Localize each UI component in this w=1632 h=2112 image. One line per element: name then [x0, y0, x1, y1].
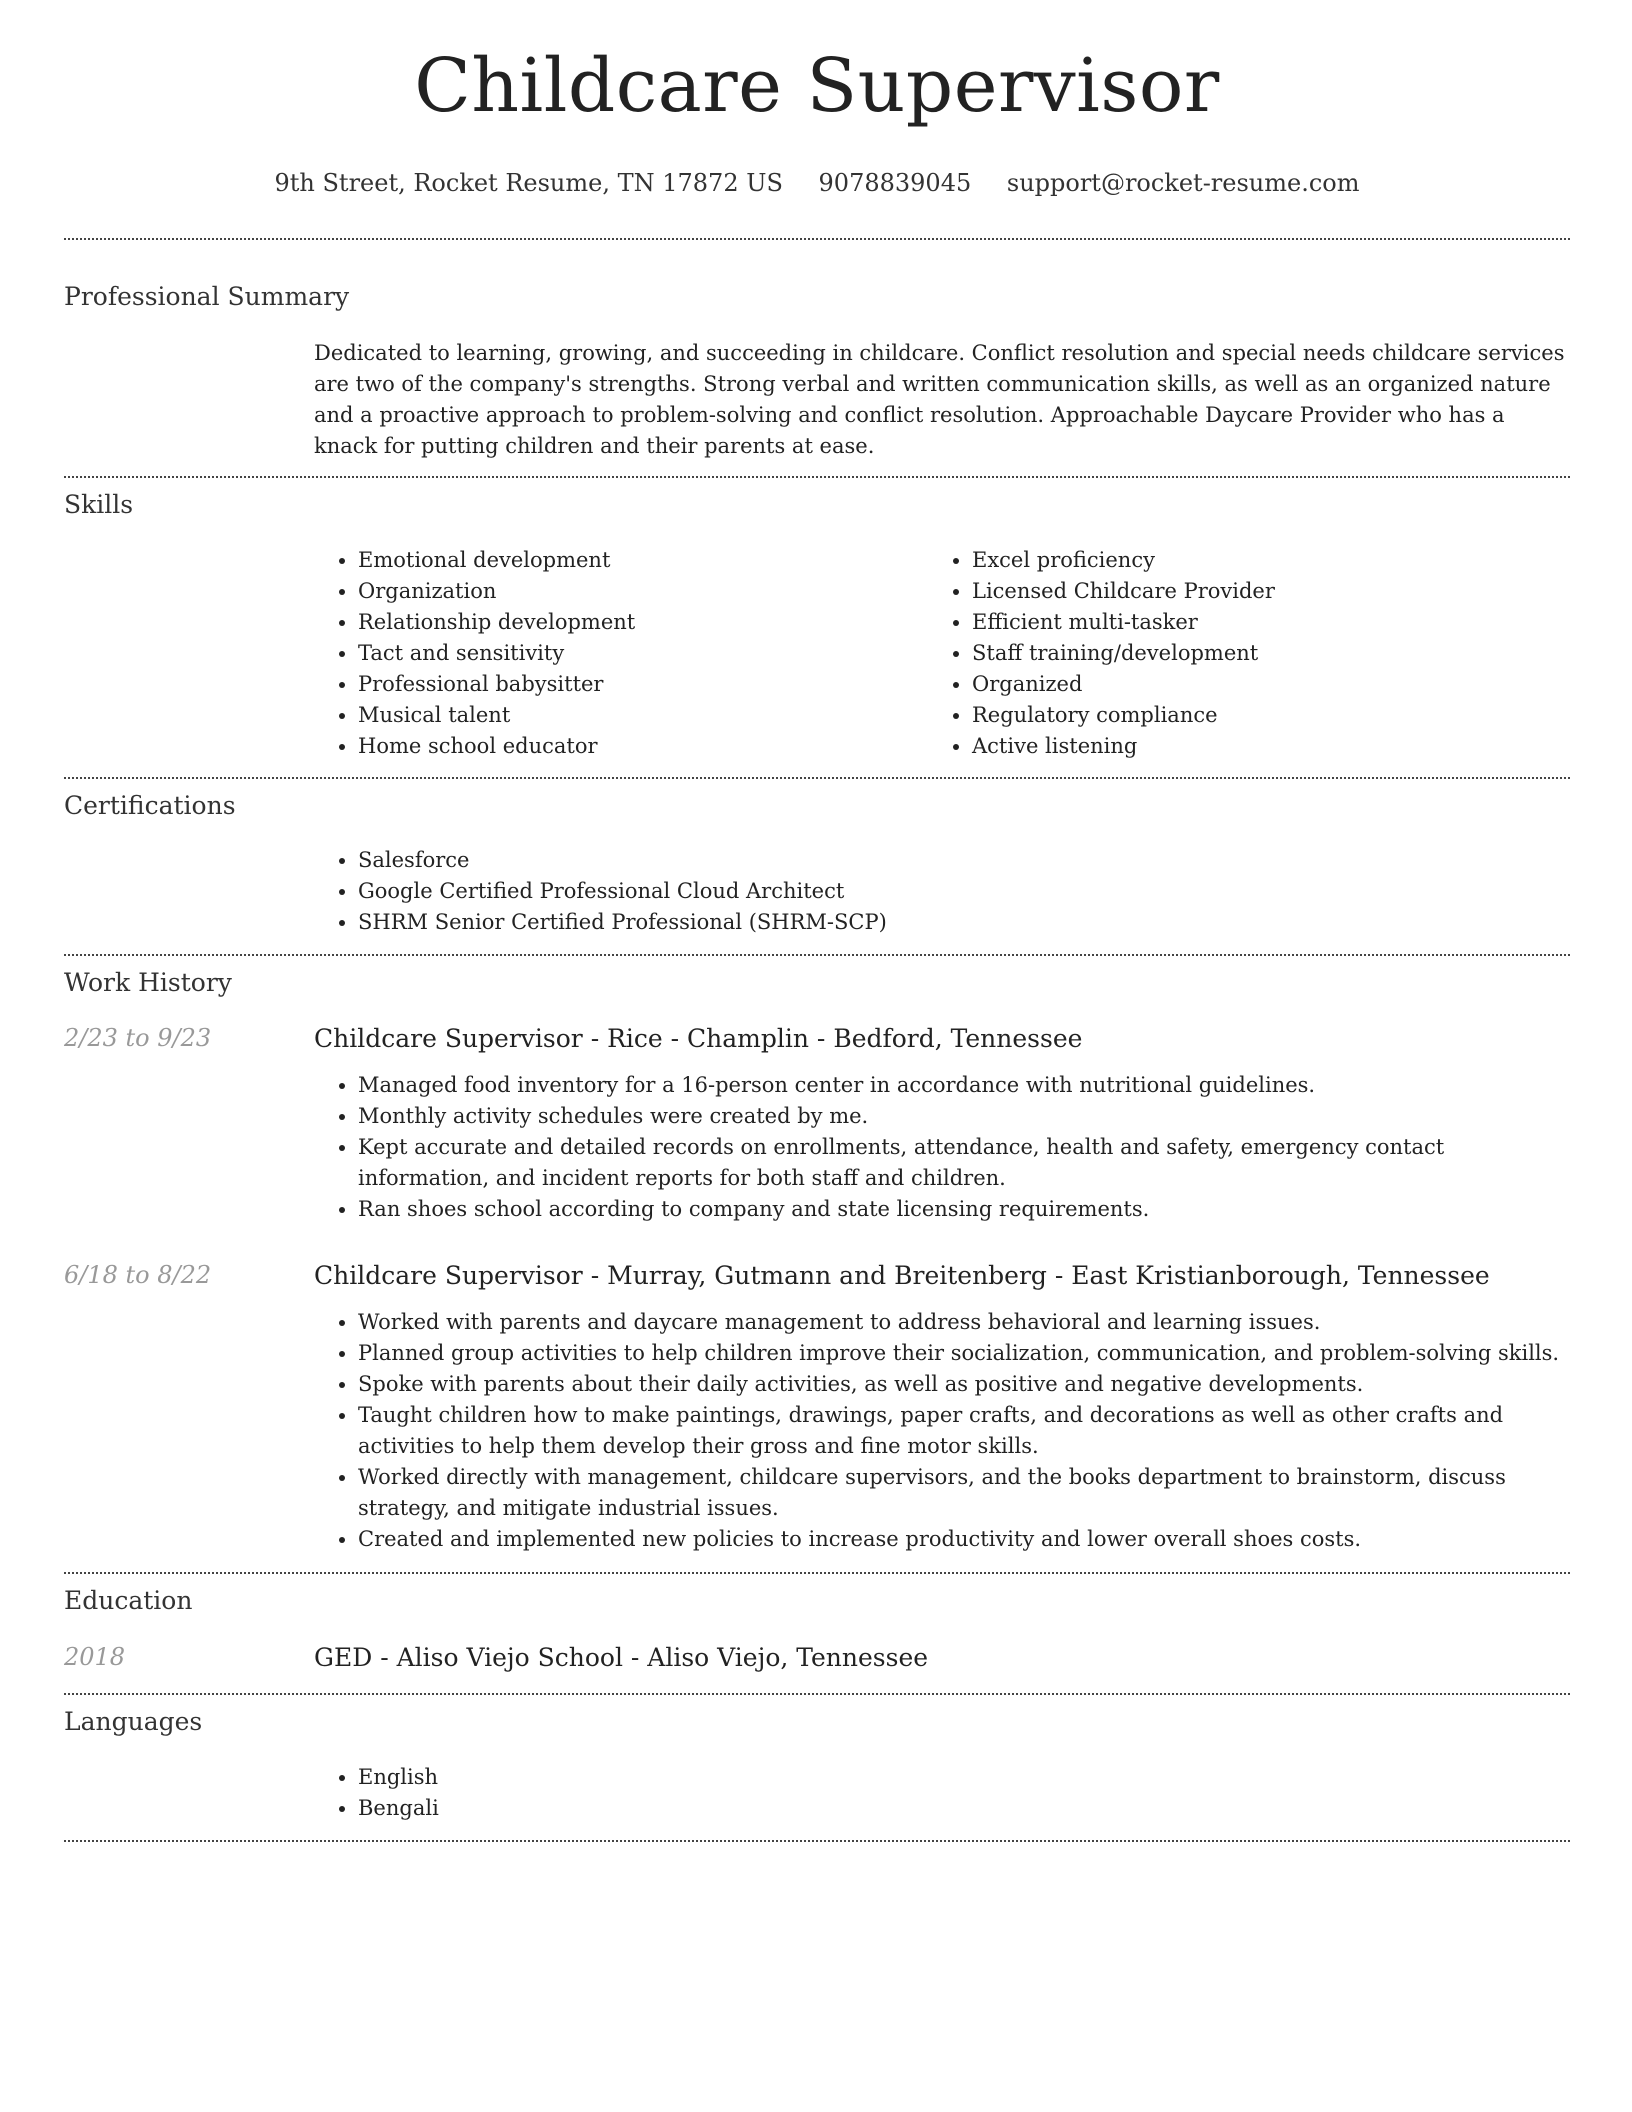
contact-phone: 9078839045	[818, 169, 972, 197]
skill-item: • Organization	[358, 576, 928, 607]
skill-item: • Regulatory compliance	[972, 700, 1542, 731]
skill-item: • Licensed Childcare Provider	[972, 576, 1542, 607]
section-title-certifications: Certifications	[64, 791, 236, 820]
certification-item: • SHRM Senior Certified Professional (SHRM-SCP)	[358, 907, 1570, 938]
job-bullet: • Created and implemented new policies to increase productivity and lower overall shoes costs.	[358, 1524, 1570, 1555]
education-entry	[314, 1642, 1570, 1689]
section-title-work-history: Work History	[64, 968, 232, 997]
divider	[64, 1840, 1570, 1842]
skill-item: • Tact and sensitivity	[358, 638, 928, 669]
job-bullet: • Taught children how to make paintings, drawings, paper crafts, and decorations as well as other crafts and activities to help them develop their gross and fine motor skills.	[358, 1400, 1570, 1462]
summary-text: Dedicated to learning, growing, and succeeding in childcare. Conflict resolution and special needs childcare services are two of the company's strengths. Strong verbal and written communication skills, as well as an organized nature and a proactive approach to problem-solving and conflict resolution. Approachable Daycare Provider who has a knack for putting children and their parents at ease.	[314, 341, 1565, 458]
job-entry	[314, 1023, 1570, 1225]
skill-item: • Active listening	[972, 731, 1542, 762]
job-bullet: • Planned group activities to help children improve their socialization, communication, and problem-solving skills.	[358, 1338, 1570, 1369]
job-bullet: • Monthly activity schedules were created by me.	[358, 1101, 1570, 1132]
certification-item: • Google Certified Professional Cloud Architect	[358, 876, 1570, 907]
job-bullet: • Ran shoes school according to company and state licensing requirements.	[358, 1194, 1570, 1225]
skill-item: • Excel proficiency	[972, 545, 1542, 576]
education-year: 2018	[64, 1643, 126, 1671]
skill-item: • Home school educator	[358, 731, 928, 762]
skill-item: • Organized	[972, 669, 1542, 700]
skill-item: • Professional babysitter	[358, 669, 928, 700]
section-title-skills: Skills	[64, 490, 134, 519]
section-title-education: Education	[64, 1586, 193, 1615]
certifications-block	[314, 845, 1570, 938]
language-item: • Bengali	[358, 1793, 1570, 1824]
job-dates: 2/23 to 9/23	[64, 1024, 212, 1052]
skill-item: • Emotional development	[358, 545, 928, 576]
job-title: Childcare Supervisor - Murray, Gutmann and Breitenberg - East Kristianborough, Tennessee	[314, 1261, 1490, 1290]
languages-block	[314, 1762, 1570, 1824]
job-bullet: • Managed food inventory for a 16-person center in accordance with nutritional guidelines.	[358, 1070, 1570, 1101]
skill-item: • Musical talent	[358, 700, 928, 731]
job-bullet: • Kept accurate and detailed records on enrollments, attendance, health and safety, emergency contact information, and incident reports for both staff and children.	[358, 1132, 1570, 1194]
job-bullet: • Worked with parents and daycare management to address behavioral and learning issues.	[358, 1307, 1570, 1338]
divider	[64, 954, 1570, 956]
divider	[64, 476, 1570, 478]
skills-column-left	[314, 545, 928, 762]
contact-email: support@rocket-resume.com	[1006, 169, 1360, 197]
contact-address: 9th Street, Rocket Resume, TN 17872 US	[274, 169, 783, 197]
job-dates: 6/18 to 8/22	[64, 1261, 212, 1289]
section-title-summary: Professional Summary	[64, 282, 350, 311]
divider	[64, 1693, 1570, 1695]
section-title-languages: Languages	[64, 1707, 203, 1736]
contact-line	[64, 168, 1570, 199]
skill-item: • Staff training/development	[972, 638, 1542, 669]
divider	[64, 1572, 1570, 1574]
candidate-name: Childcare Supervisor	[414, 43, 1220, 129]
skill-item: • Relationship development	[358, 607, 928, 638]
certification-item: • Salesforce	[358, 845, 1570, 876]
job-entry	[314, 1260, 1570, 1555]
language-item: • English	[358, 1762, 1570, 1793]
job-title: Childcare Supervisor - Rice - Champlin - Bedford, Tennessee	[314, 1024, 1083, 1053]
education-degree: GED - Aliso Viejo School - Aliso Viejo, Tennessee	[314, 1643, 929, 1672]
skills-column-right	[928, 545, 1542, 762]
summary-block	[314, 338, 1570, 462]
job-bullet: • Spoke with parents about their daily activities, as well as positive and negative developments.	[358, 1369, 1570, 1400]
skill-item: • Efficient multi-tasker	[972, 607, 1542, 638]
divider	[64, 777, 1570, 779]
divider	[64, 238, 1570, 240]
job-bullet: • Worked directly with management, childcare supervisors, and the books department to brainstorm, discuss strategy, and mitigate industrial issues.	[358, 1462, 1570, 1524]
skills-block	[314, 545, 1570, 762]
